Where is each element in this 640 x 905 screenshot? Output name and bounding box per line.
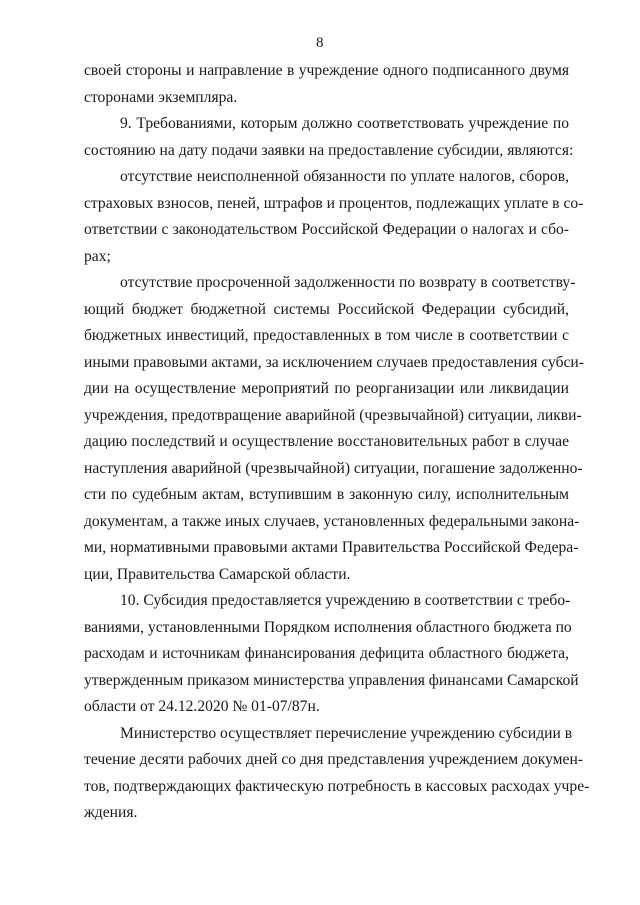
text-line: состоянию на дату подачи заявки на предоставление субсидии, являются: [84, 141, 574, 159]
page-number: 8 [316, 35, 324, 51]
text-line: сти по судебным актам, вступившим в законную силу, исполнительным [84, 486, 569, 503]
paragraph [84, 721, 590, 827]
text-line: своей стороны и направление в учреждение одного подписанного двумя [84, 62, 569, 79]
document-body [84, 58, 590, 827]
text-line: ции, Правительства Самарской области. [84, 565, 351, 583]
text-line: страховых взносов, пеней, штрафов и процентов, подлежащих уплате в со- [84, 194, 584, 212]
text-line: отсутствие просроченной задолженности по возврату в соответству- [120, 274, 576, 291]
paragraph [84, 111, 574, 164]
text-line: ваниями, установленными Порядком исполнения областного бюджета по [84, 618, 572, 636]
text-line: документам, а также иных случаев, установленных федеральными закона- [84, 512, 580, 530]
paragraph [84, 588, 579, 721]
text-line: иными правовыми актами, за исключением случаев предоставления субси- [84, 353, 584, 371]
text-line: учреждения, предотвращение аварийной (чрезвычайной) ситуации, ликви- [84, 406, 582, 424]
text-line: расходам и источникам финансирования дефицита областного бюджета, [84, 645, 569, 662]
text-line: ждения. [84, 804, 138, 821]
text-line: ми, нормативными правовыми актами Правительства Российской Федера- [84, 539, 579, 556]
text-line: течение десяти рабочих дней со дня представления учреждением докумен- [84, 751, 583, 768]
text-line: бюджетных инвестиций, предоставленных в том числе в соответствии с [84, 327, 569, 344]
text-line: дацию последствий и осуществление восстановительных работ в случае [84, 433, 569, 450]
text-line: наступления аварийной (чрезвычайной) ситуации, погашение задолженно- [84, 459, 583, 477]
text-line: отсутствие неисполненной обязанности по уплате налогов, сборов, [120, 168, 569, 185]
text-line: ответствии с законодательством Российской Федерации о налогах и сбо- [84, 221, 569, 238]
paragraph [84, 270, 584, 588]
text-line: утвержденным приказом министерства управления финансами Самарской [84, 671, 579, 689]
paragraph [84, 58, 569, 111]
text-line: сторонами экземпляра. [84, 88, 238, 106]
text-line: Министерство осуществляет перечисление учреждению субсидии в [120, 724, 573, 742]
text-line: 10. Субсидия предоставляется учреждению в соответствии с требо- [120, 592, 571, 609]
text-line: дии на осуществление мероприятий по реорганизации или ликвидации [84, 380, 569, 397]
text-line: тов, подтверждающих фактическую потребность в кассовых расходах учре- [84, 777, 590, 795]
text-line: 9. Требованиями, которым должно соответствовать учреждение по [120, 115, 569, 132]
paragraph [84, 164, 584, 270]
text-line: рах; [84, 247, 111, 265]
text-line: ющий бюджет бюджетной системы Российской Федерации субсидий, [84, 300, 569, 318]
text-line: области от 24.12.2020 № 01-07/87н. [84, 698, 320, 715]
